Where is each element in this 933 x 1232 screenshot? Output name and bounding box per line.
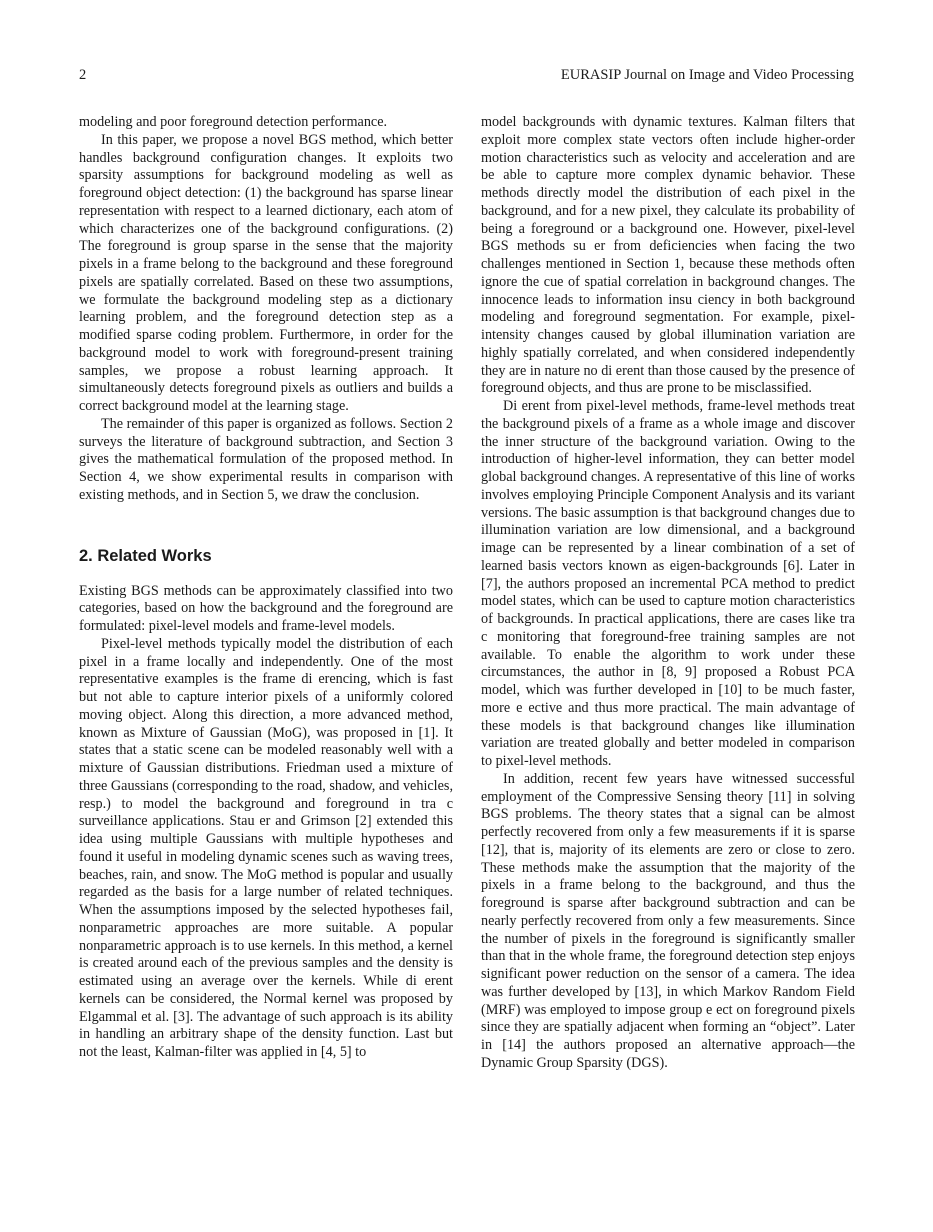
paragraph: Di erent from pixel-level methods, frame-level methods treat the background pixels of a frame as a whole image and discover the inner structure of the background variation. Owing to the introduction of higher-level information, they can better model global background changes. A representative of this line of works involves employing Principle Component Analysis and its variant versions. The basic assumption is that background changes due to illumination variation are low dimensional, and a background image can be represented by a linear combination of a set of learned basis vectors known as eigen-backgrounds [6]. Later in [7], the authors proposed an incremental PCA method to predict model states, which can be used to capture motion characteristics of backgrounds. In practical applications, there are cases like tra c monitoring that foreground-free training samples are not available. To enable the algorithm to work under these circumstances, the author in [8, 9] proposed a Robust PCA model, which was further developed in [10] to be much faster, more e ective and thus more practical. The main advantage of these models is that background changes like illumination variation are treated globally and better modeled in comparison to pixel-level methods. xyxy=(481,398,855,769)
journal-title: EURASIP Journal on Image and Video Processing xyxy=(560,67,854,83)
right-column xyxy=(481,114,855,1073)
paragraph: In addition, recent few years have witnessed successful employment of the Compressive Sensing theory [11] in solving BGS problems. The theory states that a signal can be almost perfectly recovered from only a few measurements if it is sparse [12], that is, majority of its elements are zero or close to zero. These methods make the assumption that the majority of the pixels in a frame belong to the background, and thus the foreground is sparse after background subtraction and can be nearly perfectly recovered from only a few measurements. Since the number of pixels in the foreground is significantly smaller than that in the whole frame, the foreground detection step enjoys significant power reduction on the sensor of a camera. The idea was further developed by [13], in which Markov Random Field (MRF) was employed to impose group e ect on foreground pixels since they are spatially adjacent when forming an “object”. Later in [14] the authors proposed an alternative approach—the Dynamic Group Sparsity (DGS). xyxy=(481,770,855,1071)
paragraph: modeling and poor foreground detection performance. xyxy=(79,114,388,130)
paragraph: Pixel-level methods typically model the distribution of each pixel in a frame locally and independently. One of the most representative examples is the frame di erencing, which is fast but not able to capture interior pixels of a uniformly colored moving object. Along this direction, a more advanced method, known as Mixture of Gaussian (MoG), was proposed in [1]. It states that a static scene can be modeled reasonably well with a mixture of Gaussian distributions. Friedman used a mixture of three Gaussians (corresponding to the road, shadow, and vehicles, resp.) to model the background and foreground in tra c surveillance applications. Stau er and Grimson [2] extended this idea using multiple Gaussians with multiple hypotheses and found it useful in modeling dynamic scenes such as waving trees, beaches, rain, and snow. The MoG method is popular and usually regarded as the basis for a large number of related techniques. When the assumptions imposed by the selected hypotheses fail, nonparametric approaches are more suitable. A popular nonparametric approach is to use kernels. In this method, a kernel is created around each of the previous samples and the density is estimated using an average over the kernels. While di erent kernels can be considered, the Normal kernel was proposed by Elgammal et al. [3]. The advantage of such approach is its ability in handling an arbitrary shape of the density function. Last but not the least, Kalman-filter was applied in [4, 5] to xyxy=(79,635,453,1060)
paragraph: In this paper, we propose a novel BGS method, which better handles background configuration changes. It exploits two sparsity assumptions for background modeling as well as foreground object detection: (1) the background has sparse linear representation with respect to a learned dictionary, each atom of which characterizes one of the background configurations. (2) The foreground is group sparse in the sense that the majority pixels in a frame belong to the background and these foreground pixels are spatially correlated. Based on these two assumptions, we formulate the background modeling step as a dictionary learning problem, and the foreground detection step as a modified sparse coding problem. Furthermore, in order for the background model to work with foreground-present training samples, we propose a robust learning approach. It simultaneously detects foreground pixels as outliers and builds a correct background model at the learning stage. xyxy=(79,131,453,414)
paragraph: model backgrounds with dynamic textures. Kalman filters that exploit more complex state vectors often include higher-order motion characteristics such as velocity and acceleration and are be able to capture more complex dynamic behavior. These methods directly model the distribution of each pixel in the background, and for a new pixel, they calculate its probability of being a foreground or a background one. However, pixel-level BGS methods su er from deficiencies when facing the two challenges mentioned in Section 1, because these methods often ignore the cue of spatial correlation in background changes. The innocence leads to information insu ciency in both background modeling and foreground segmentation. For example, pixel-intensity changes caused by global illumination variation are highly spatially correlated, and when considered independently they are in nature no di erent than those caused by the presence of foreground objects, and thus are prone to be misclassified. xyxy=(481,114,855,397)
paragraph: Existing BGS methods can be approximately classified into two categories, based on how the background and the foreground are formulated: pixel-level models and frame-level models. xyxy=(79,582,453,634)
page-number: 2 xyxy=(79,67,87,83)
left-column xyxy=(79,114,453,1062)
section-heading: 2. Related Works xyxy=(79,546,212,565)
paragraph: The remainder of this paper is organized as follows. Section 2 surveys the literature of background subtraction, and Section 3 gives the mathematical formulation of the proposed method. In Section 4, we show experimental results in comparison with existing methods, and in Section 5, we draw the conclusion. xyxy=(79,415,453,503)
